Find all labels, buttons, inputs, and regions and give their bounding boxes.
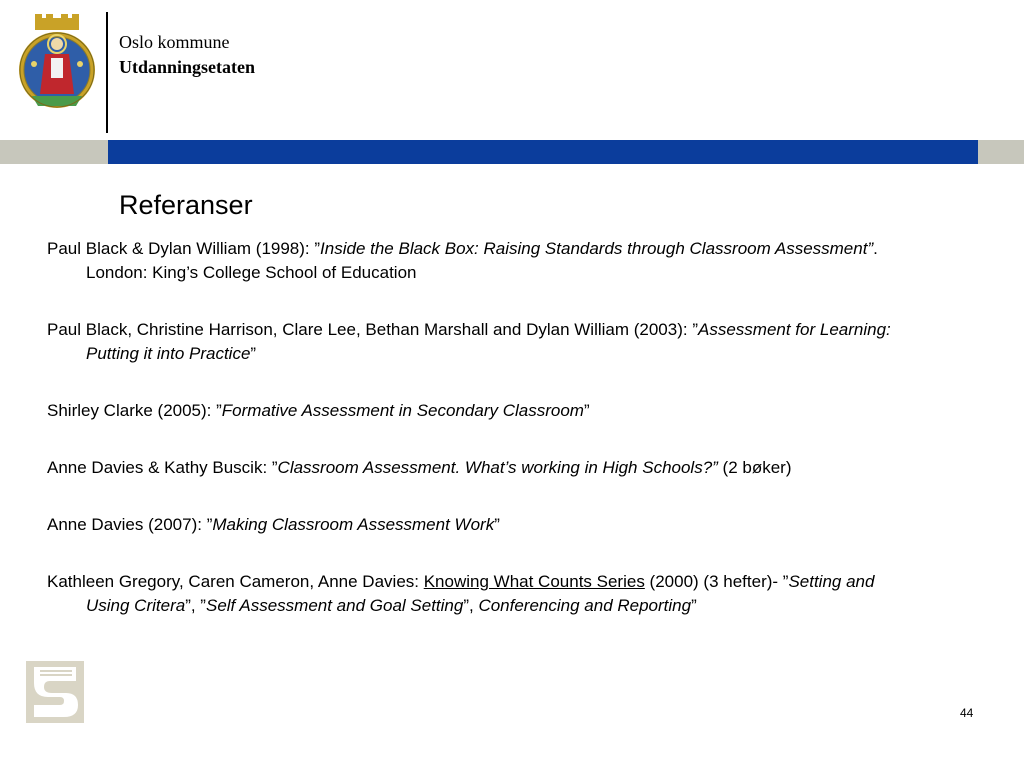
reference-text: Shirley Clarke (2005): ” [47,401,222,420]
reference-item [47,570,907,618]
reference-item [47,399,907,423]
reference-list [47,237,907,618]
organization-line-1: Oslo kommune [119,32,230,52]
reference-title: Assessment for Learning: Putting it into Practice [86,320,891,363]
page-number: 44 [960,706,974,720]
reference-text: ” [494,515,500,534]
reference-item [47,513,907,537]
reference-title: Setting and Using Critera [86,572,875,615]
reference-item [47,456,907,480]
reference-title: Making Classroom Assessment Work [212,515,495,534]
reference-text: Anne Davies & Kathy Buscik: ” [47,458,278,477]
reference-text: ” [583,401,590,420]
reference-text: Anne Davies (2007): ” [47,515,213,534]
reference-link[interactable]: Knowing What Counts Series [423,572,645,591]
reference-text: ” [250,344,257,363]
header-band-grey-left [0,140,108,164]
oslo-coat-of-arms-logo [18,14,96,114]
oslo-emblem-icon [26,661,84,723]
reference-text: . London: King’s College School of Education [86,239,878,282]
header-divider [106,12,108,133]
reference-item [47,237,907,285]
reference-title: Inside the Black Box: Raising Standards through Classroom Assessment” [320,239,874,258]
header-band-grey-right [978,140,1024,164]
reference-text: (2 bøker) [717,458,792,477]
reference-text: Kathleen Gregory, Caren Cameron, Anne Davies: [47,572,424,591]
reference-text: (2000) (3 hefter)- ” [644,572,789,591]
header-band-blue [108,140,978,164]
reference-title: Classroom Assessment. What’s working in High Schools?” [277,458,718,477]
reference-title: Self Assessment and Goal Setting [205,596,464,615]
reference-item [47,318,907,366]
slide-title: Referanser [119,190,253,220]
reference-text: ”, ” [185,596,206,615]
reference-text: Paul Black & Dylan William (1998): ” [47,239,321,258]
reference-text: ”, [463,596,479,615]
organization-line-2: Utdanningsetaten [119,57,256,77]
organization-name [119,30,255,80]
reference-title: Formative Assessment in Secondary Classroom [221,401,584,420]
reference-title: Conferencing and Reporting [478,596,692,615]
reference-text: Paul Black, Christine Harrison, Clare Lee, Bethan Marshall and Dylan William (2003): ” [47,320,698,339]
reference-text: ” [691,596,697,615]
